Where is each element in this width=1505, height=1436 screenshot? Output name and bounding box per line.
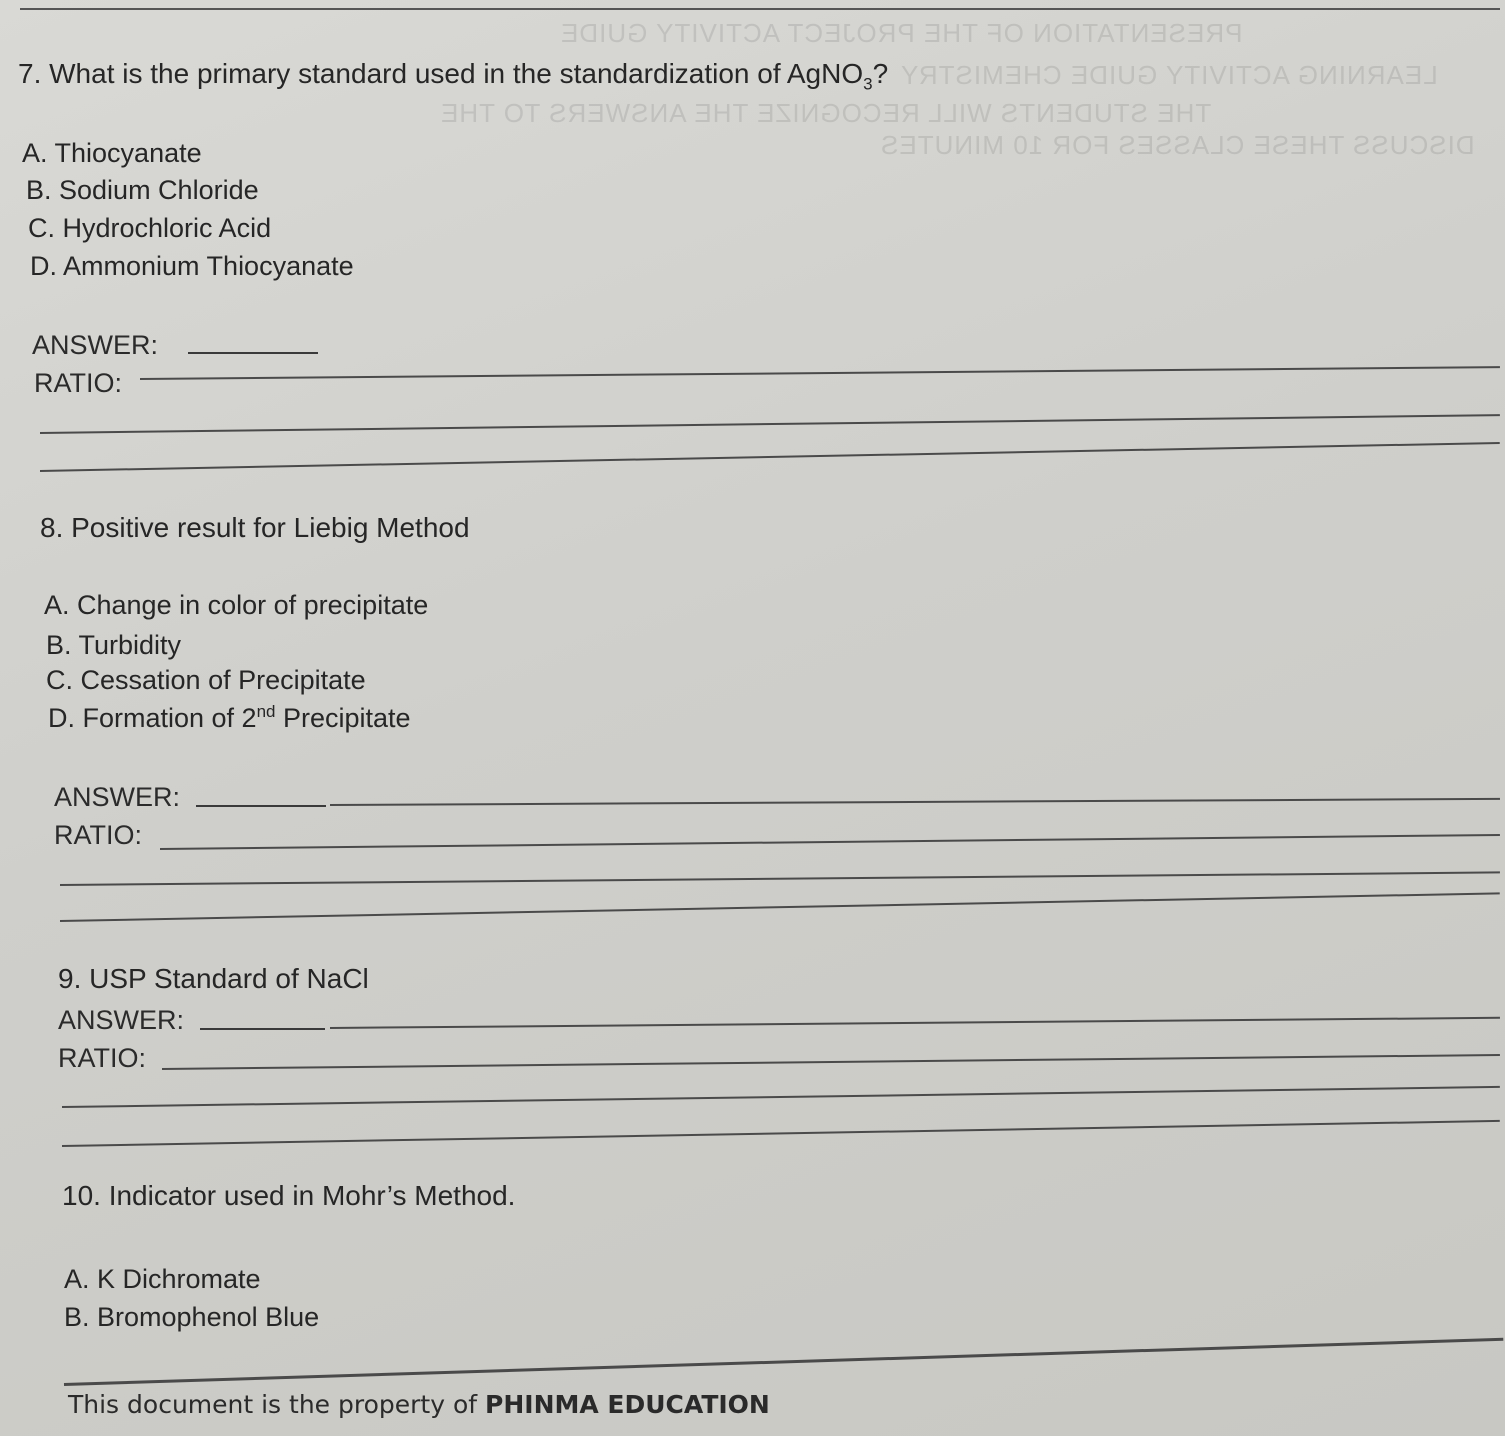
q9-ratio-line-1[interactable]	[162, 1054, 1500, 1070]
q8-ratio-line-3[interactable]	[60, 892, 1500, 922]
q7-ratio-line-3[interactable]	[40, 442, 1500, 472]
q7-answer-label: ANSWER:	[32, 330, 159, 360]
q8-ratio-line-2[interactable]	[60, 871, 1500, 886]
q8-answer-blank[interactable]	[196, 805, 326, 807]
bleed-through-text: DISCUSS THESE CLASSES FOR 10 MINUTES	[880, 130, 1475, 160]
question-7-subscript: 3	[863, 74, 873, 94]
footer-brand: PHINMA EDUCATION	[485, 1390, 770, 1419]
q8-option-c: C. Cessation of Precipitate	[46, 665, 366, 695]
q7-ratio-line-1[interactable]	[140, 366, 1500, 380]
q8-option-d-suffix: Precipitate	[275, 703, 411, 733]
question-9: 9. USP Standard of NaCl	[58, 963, 369, 994]
question-7	[18, 58, 888, 95]
q8-ratio-label: RATIO:	[54, 820, 143, 850]
q7-ratio-line-2[interactable]	[40, 414, 1500, 434]
top-rule	[20, 8, 1500, 10]
question-8: 8. Positive result for Liebig Method	[40, 512, 470, 543]
bleed-through-text: PRESENTATION OF THE PROJECT ACTIVITY GUIDE	[560, 18, 1243, 48]
q9-ratio-label: RATIO:	[58, 1043, 147, 1073]
bleed-through-text: LEARNING ACTIVITY GUIDE CHEMISTRY	[900, 60, 1438, 90]
q9-answer-label: ANSWER:	[58, 1005, 185, 1035]
q8-option-d-superscript: nd	[256, 702, 276, 721]
q9-ratio-line-3[interactable]	[62, 1120, 1500, 1147]
q8-option-d-prefix: D. Formation of 2	[48, 703, 257, 733]
q9-answer-line[interactable]	[330, 1017, 1500, 1029]
q7-option-d: D. Ammonium Thiocyanate	[30, 251, 354, 281]
q8-answer-line[interactable]	[330, 798, 1500, 806]
question-10: 10. Indicator used in Mohr’s Method.	[62, 1180, 516, 1211]
q8-option-b: B. Turbidity	[46, 630, 182, 660]
q7-ratio-label: RATIO:	[34, 368, 123, 398]
q9-ratio-line-2[interactable]	[62, 1086, 1500, 1108]
q8-answer-label: ANSWER:	[54, 782, 181, 812]
question-7-text: 7. What is the primary standard used in the standardization of AgNO	[18, 58, 864, 89]
ownership-footer	[68, 1390, 770, 1419]
q8-ratio-line-1[interactable]	[160, 834, 1500, 850]
q7-answer-blank[interactable]	[188, 352, 318, 354]
q9-answer-blank[interactable]	[200, 1028, 325, 1030]
q10-answer-line[interactable]	[64, 1338, 1503, 1386]
q7-option-b: B. Sodium Chloride	[26, 175, 259, 205]
q8-option-a: A. Change in color of precipitate	[44, 590, 429, 620]
q10-option-a: A. K Dichromate	[64, 1264, 261, 1294]
q7-option-c: C. Hydrochloric Acid	[28, 213, 272, 243]
footer-text: This document is the property of	[68, 1390, 486, 1419]
q8-option-d	[48, 702, 411, 734]
question-7-tail: ?	[872, 58, 889, 89]
q10-option-b: B. Bromophenol Blue	[64, 1302, 320, 1332]
q7-option-a: A. Thiocyanate	[22, 138, 202, 168]
bleed-through-text: THE STUDENTS WILL RECOGNIZE THE ANSWERS TO THE	[440, 98, 1212, 128]
